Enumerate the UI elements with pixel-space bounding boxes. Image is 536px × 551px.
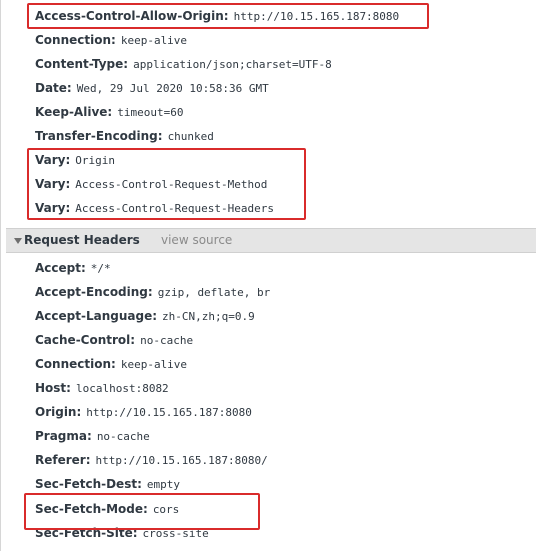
request-header-row	[35, 472, 180, 496]
header-name: Accept-Encoding:	[35, 285, 153, 299]
request-header-row	[35, 352, 187, 376]
header-value: Wed, 29 Jul 2020 10:58:36 GMT	[76, 82, 269, 95]
response-header-row	[35, 148, 115, 172]
header-value: chunked	[167, 130, 214, 143]
header-value: cross-site	[142, 527, 209, 540]
header-name: Referer:	[35, 453, 91, 467]
header-value: no-cache	[96, 430, 150, 443]
header-name: Sec-Fetch-Mode:	[35, 502, 148, 516]
header-name: Pragma:	[35, 429, 92, 443]
header-name: Origin:	[35, 405, 82, 419]
header-value: empty	[146, 478, 180, 491]
header-name: Accept:	[35, 261, 86, 275]
response-header-row	[35, 124, 214, 148]
header-value: cors	[152, 503, 180, 516]
response-header-row	[35, 100, 183, 124]
response-header-row	[35, 172, 267, 196]
request-header-row	[35, 497, 179, 521]
header-name: Access-Control-Allow-Origin:	[35, 9, 229, 23]
request-header-row	[35, 256, 111, 280]
response-header-row	[35, 28, 187, 52]
header-name: Cache-Control:	[35, 333, 136, 347]
header-name: Connection:	[35, 33, 116, 47]
request-header-row	[35, 304, 255, 328]
section-title[interactable]: Request Headers	[24, 233, 140, 247]
request-header-row	[35, 400, 252, 424]
header-name: Sec-Fetch-Site:	[35, 526, 138, 540]
header-value: keep-alive	[120, 34, 188, 47]
request-header-row	[35, 328, 193, 352]
collapse-triangle-icon[interactable]	[14, 238, 22, 244]
header-value: http://10.15.165.187:8080	[86, 406, 252, 419]
header-name: Keep-Alive:	[35, 105, 113, 119]
header-value: zh-CN,zh;q=0.9	[162, 310, 255, 323]
header-value: Access-Control-Request-Headers	[75, 202, 274, 215]
header-value: Origin	[75, 154, 116, 167]
header-name: Vary:	[35, 177, 71, 191]
header-value: gzip, deflate, br	[157, 286, 271, 299]
header-value: application/json;charset=UTF-8	[133, 58, 332, 71]
header-value: localhost:8082	[75, 382, 169, 395]
header-name: Vary:	[35, 153, 71, 167]
header-name: Transfer-Encoding:	[35, 129, 163, 143]
panel-left-border	[0, 0, 1, 551]
response-header-row	[35, 52, 332, 76]
request-header-row	[35, 376, 169, 400]
header-name: Accept-Language:	[35, 309, 158, 323]
header-value: http://10.15.165.187:8080/	[95, 454, 268, 467]
response-header-row	[35, 4, 399, 28]
header-value: Access-Control-Request-Method	[75, 178, 268, 191]
request-headers-section-header[interactable]	[6, 228, 536, 253]
header-value: */*	[90, 262, 111, 275]
header-name: Content-Type:	[35, 57, 129, 71]
request-header-row	[35, 424, 150, 448]
request-header-row	[35, 280, 270, 304]
header-name: Connection:	[35, 357, 116, 371]
header-value: keep-alive	[120, 358, 188, 371]
header-value: timeout=60	[117, 106, 184, 119]
header-name: Date:	[35, 81, 72, 95]
header-value: http://10.15.165.187:8080	[233, 10, 400, 23]
header-value: no-cache	[140, 334, 194, 347]
header-name: Sec-Fetch-Dest:	[35, 477, 142, 491]
request-header-row	[35, 521, 209, 545]
response-header-row	[35, 76, 269, 100]
response-header-row	[35, 196, 274, 220]
header-name: Host:	[35, 381, 71, 395]
view-source-link[interactable]: view source	[161, 233, 233, 247]
request-header-row	[35, 448, 268, 472]
header-name: Vary:	[35, 201, 71, 215]
